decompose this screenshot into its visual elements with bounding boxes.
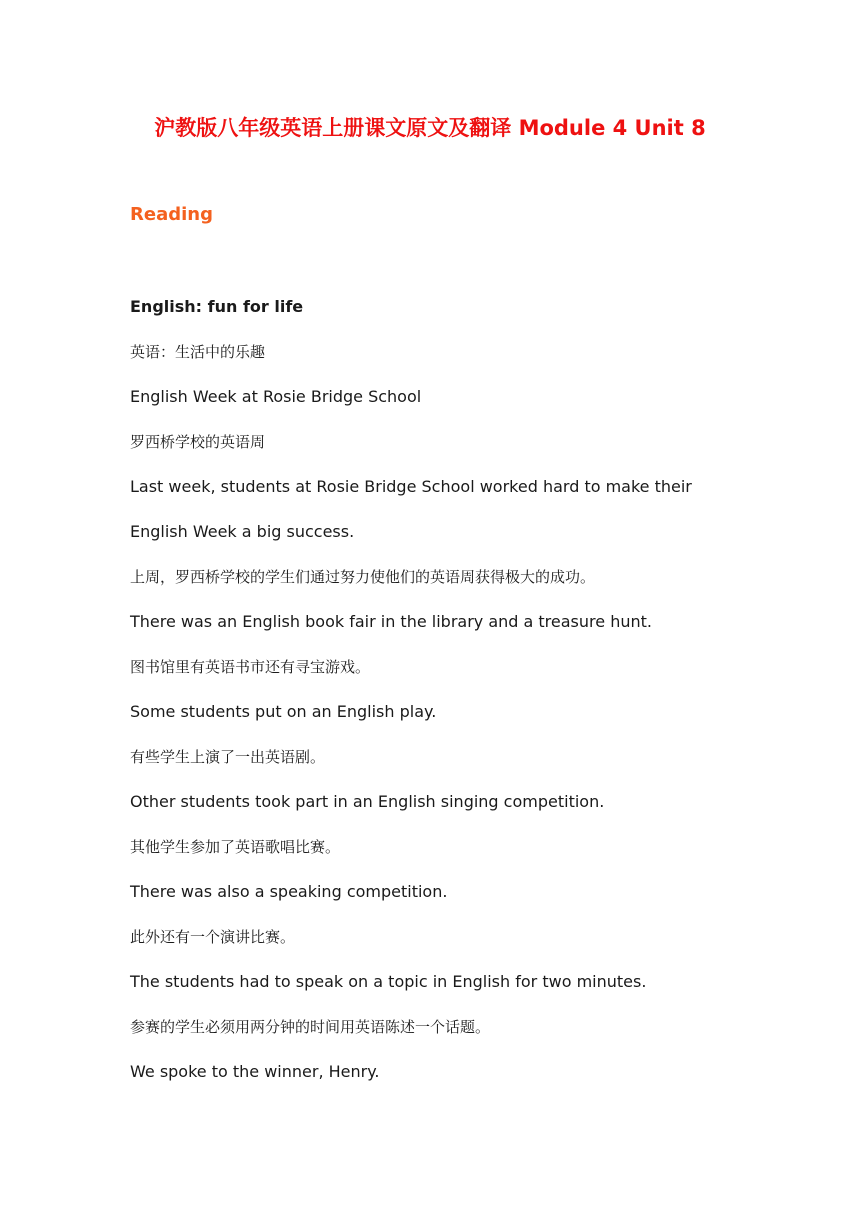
text-line: English Week at Rosie Bridge School bbox=[130, 387, 422, 406]
translation-line: 罗西桥学校的英语周 bbox=[130, 433, 266, 451]
text-line: There was also a speaking competition. bbox=[130, 882, 448, 901]
translation-line: 其他学生参加了英语歌唱比赛。 bbox=[130, 838, 341, 856]
text-line: Some students put on an English play. bbox=[130, 702, 437, 721]
document-title: 沪教版八年级英语上册课文原文及翻译 Module 4 Unit 8 bbox=[154, 116, 706, 140]
translation-line: 英语：生活中的乐趣 bbox=[130, 343, 266, 361]
text-line: There was an English book fair in the library and a treasure hunt. bbox=[130, 612, 652, 631]
translation-line: 上周，罗西桥学校的学生们通过努力使他们的英语周获得极大的成功。 bbox=[130, 568, 596, 586]
document-body bbox=[130, 293, 750, 1103]
section-heading: Reading bbox=[130, 204, 213, 225]
text-line: We spoke to the winner, Henry. bbox=[130, 1062, 380, 1081]
text-line: Last week, students at Rosie Bridge School worked hard to make their bbox=[130, 477, 692, 496]
text-line: English Week a big success. bbox=[130, 522, 355, 541]
text-line: The students had to speak on a topic in English for two minutes. bbox=[130, 972, 647, 991]
text-line: Other students took part in an English singing competition. bbox=[130, 792, 605, 811]
translation-line: 此外还有一个演讲比赛。 bbox=[130, 928, 296, 946]
text-heading: English: fun for life bbox=[130, 297, 304, 316]
translation-line: 有些学生上演了一出英语剧。 bbox=[130, 748, 326, 766]
translation-line: 参赛的学生必须用两分钟的时间用英语陈述一个话题。 bbox=[130, 1018, 491, 1036]
translation-line: 图书馆里有英语书市还有寻宝游戏。 bbox=[130, 658, 371, 676]
